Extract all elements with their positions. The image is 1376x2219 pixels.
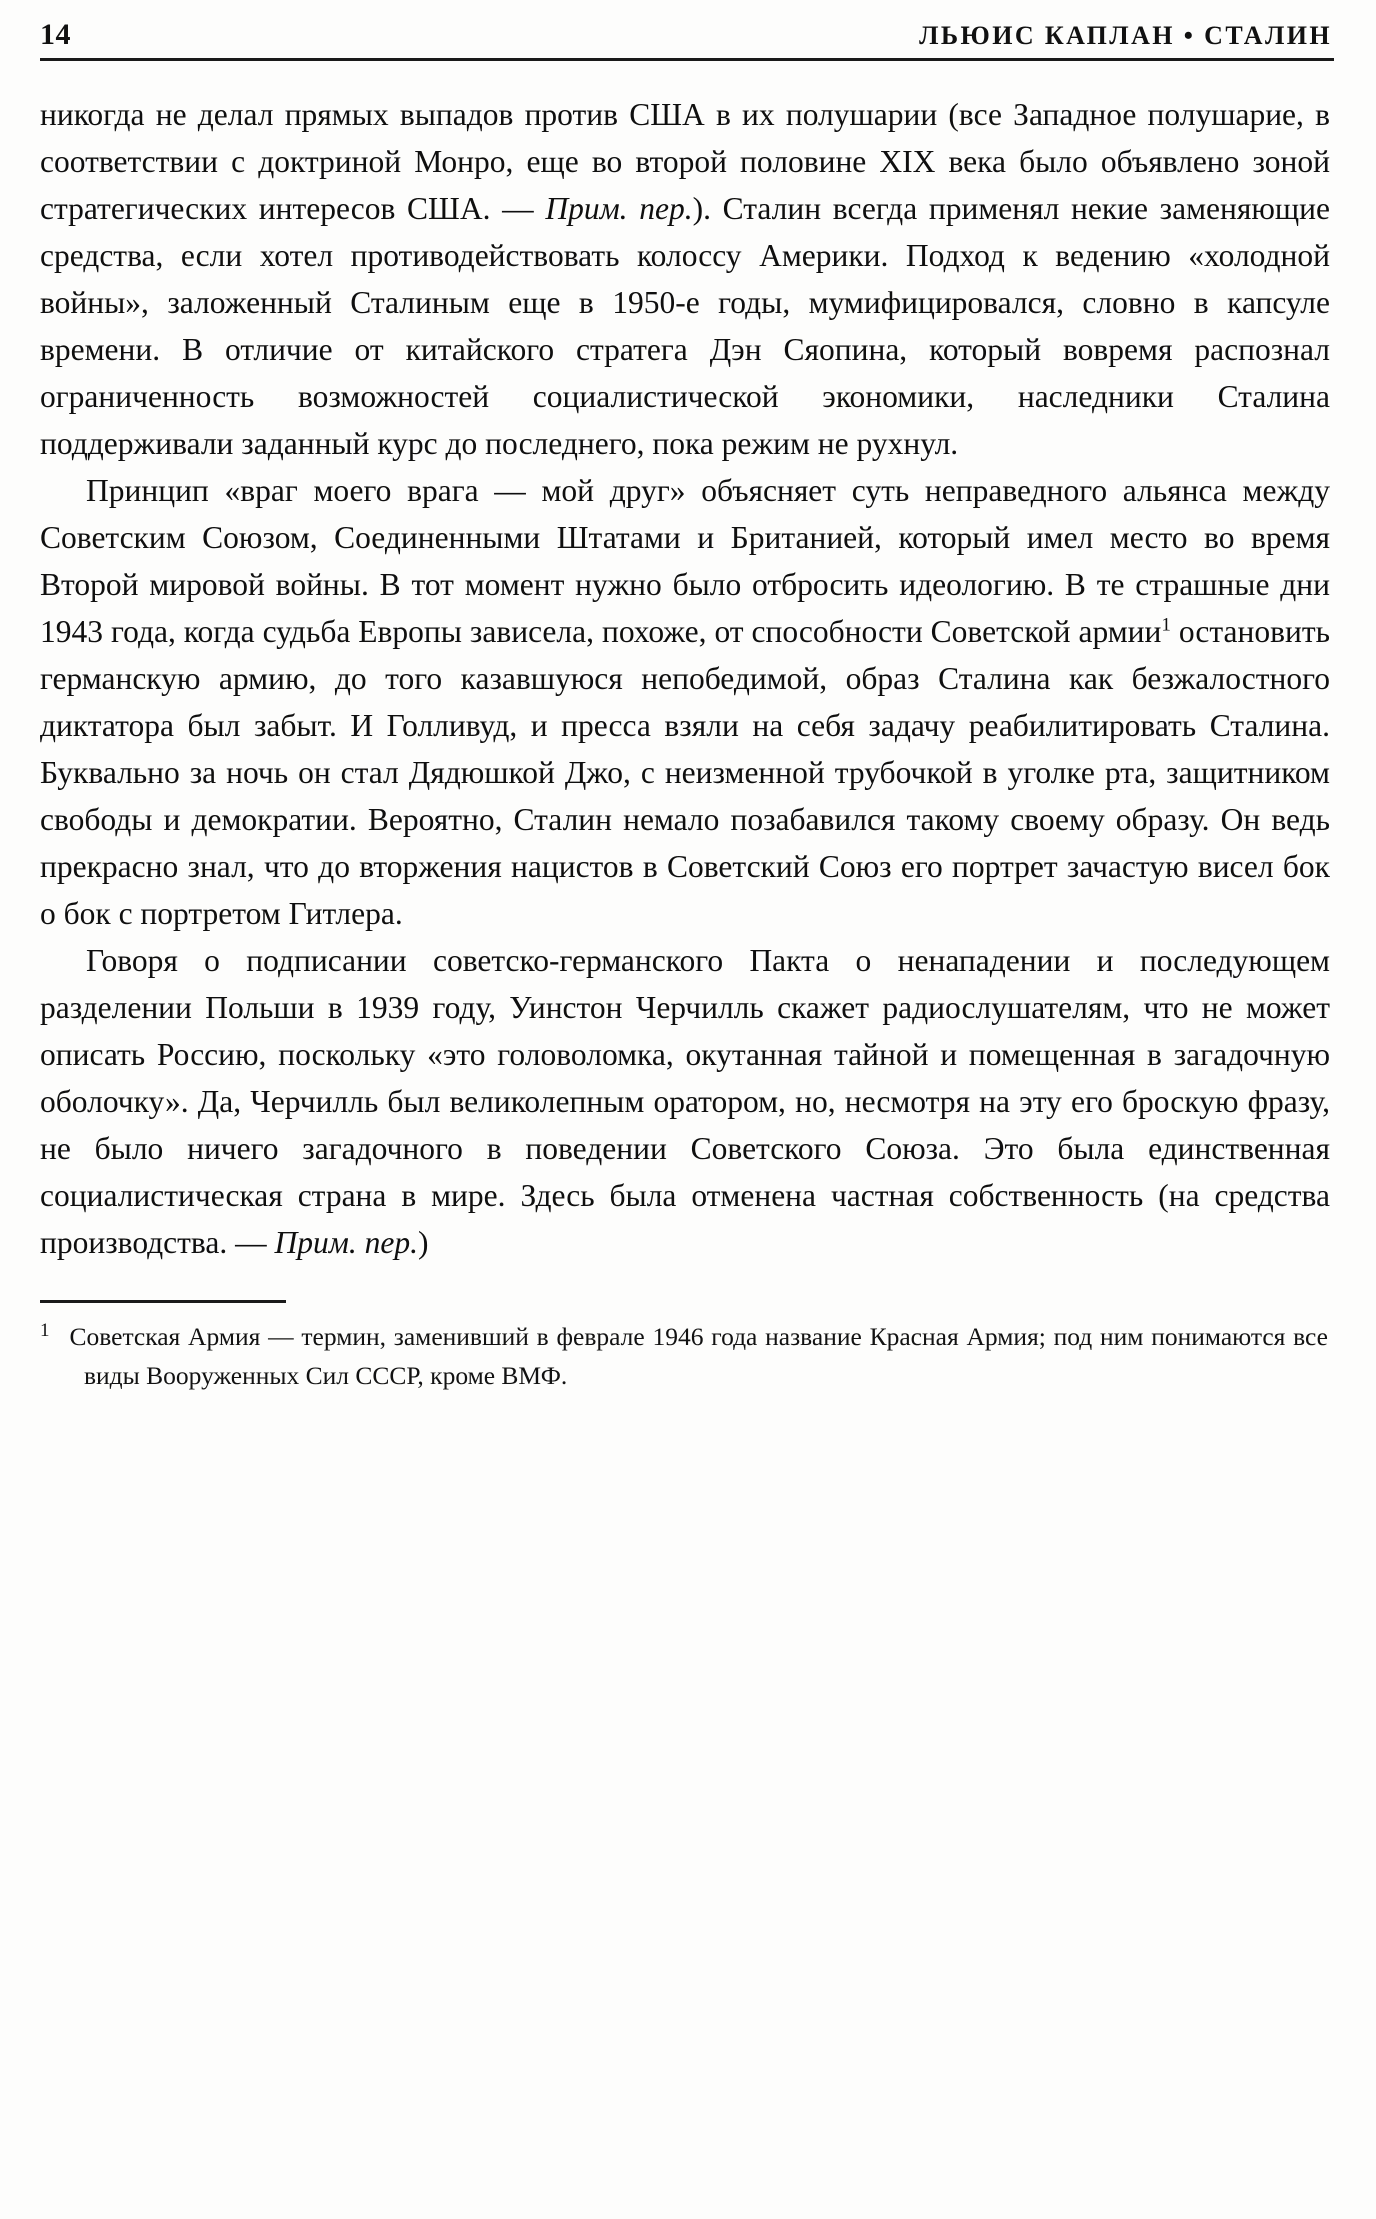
- footnote-marker: 1: [40, 1319, 50, 1341]
- footnote-body: [40, 1317, 1328, 1395]
- paragraph-2: [40, 467, 1330, 937]
- header-rule: [40, 58, 1334, 61]
- footnote-reference: 1: [1161, 614, 1171, 636]
- running-head: ЛЬЮИС КАПЛАН • СТАЛИН: [919, 21, 1332, 50]
- footnote-text: Советская Армия — термин, заменивший в феврале 1946 года название Красная Армия; под ним понимаются все виды Вооруженных Сил СССР, кроме ВМФ.: [69, 1322, 1328, 1390]
- text-run: Говоря о подписании советско-германского Пакта о ненападении и последующем разделении Польши в 1939 году, Уинстон Черчилль скажет радиослушателям, что не может описать Россию, поскольку «это головоломка, окутанная тайной и помещенная в загадочную оболочку». Да, Черчилль был великолепным оратором, но, несмотря на эту его броскую фразу, не было ничего загадочного в поведении Советского Союза. Это была единственная социалистическая страна в мире. Здесь была отменена частная собственность (на средства производства. —: [40, 943, 1330, 1260]
- translator-note: Прим. пер.: [545, 191, 693, 226]
- body-text: [38, 91, 1338, 1266]
- text-run: ). Сталин всегда применял некие заменяющие средства, если хотел противодействовать колоссу Америки. Подход к ведению «холодной войны», заложенный Сталиным еще в 1950-е годы, мумифицировался, словно в капсуле времени. В отличие от китайского стратега Дэн Сяопина, который вовремя распознал ограниченность возможностей социалистической экономики, наследники Сталина поддерживали заданный курс до последнего, пока режим не рухнул.: [40, 191, 1330, 461]
- page-number: 14: [40, 18, 71, 51]
- paragraph-1: [40, 91, 1330, 467]
- footnote: [38, 1317, 1338, 1395]
- text-run: Принцип «враг моего врага — мой друг» объясняет суть неправедного альянса между Советским Союзом, Соединенными Штатами и Британией, который имел место во время Второй мировой войны. В тот момент нужно было отбросить идеологию. В те страшные дни 1943 года, когда судьба Европы зависела, похоже, от способности Советской армии: [40, 473, 1330, 649]
- footnote-separator: [40, 1300, 286, 1303]
- page-content: [38, 18, 1338, 1395]
- text-run: никогда не делал прямых выпадов против США в их полушарии (все Западное полушарие, в соответствии с доктриной Монро, еще во второй половине XIX века было объявлено зоной стратегических интересов США. —: [40, 97, 1330, 226]
- page-header: [38, 18, 1338, 52]
- paragraph-3: [40, 937, 1330, 1266]
- text-run: ): [417, 1225, 429, 1260]
- text-run: остановить германскую армию, до того казавшуюся непобедимой, образ Сталина как безжалостного диктатора был забыт. И Голливуд, и пресса взяли на себя задачу реабилитировать Сталина. Буквально за ночь он стал Дядюшкой Джо, с неизменной трубочкой в уголке рта, защитником свободы и демократии. Вероятно, Сталин немало позабавился такому своему образу. Он ведь прекрасно знал, что до вторжения нацистов в Советский Союз его портрет зачастую висел бок о бок с портретом Гитлера.: [40, 614, 1330, 931]
- translator-note: Прим. пер.: [274, 1225, 418, 1260]
